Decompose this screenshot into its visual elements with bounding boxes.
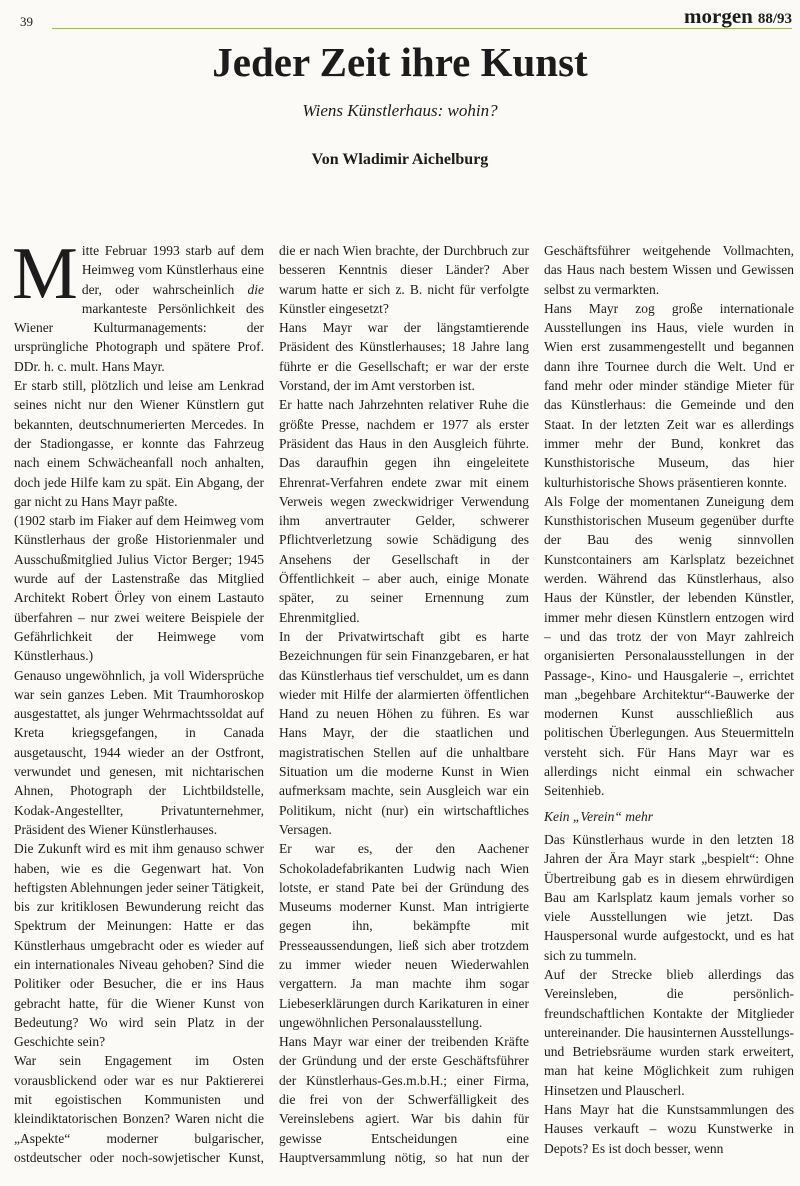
paragraph: Hans Mayr war einer der treibenden Kräfte der Gründung und der erste Geschäftsführer der Künstlerhaus-Ges.m.b.H.; einer Firma, die frei von der Schwerfälligkeit des Vereinslebens agiert. War bis dahin für gewisse Entscheidungen eine Hauptversammlung nötig, so hat nun der Geschäftsführer weitgehende Vollmachten, das Haus nach bestem Wissen und Gewissen selbst zu vermarkten. xyxy=(279,243,794,1165)
paragraph: Hans Mayr zog große internationale Ausstellungen ins Haus, viele wurden in Wien erst zusammengestellt und begannen dann ihre Tournee durch die Welt. Und er fand mehr oder minder ständige Mieter für das Künstlerhaus: die Gemeinde und den Staat. In der letzten Zeit war es allerdings immer mehr der Bund, konkret das Kunsthistorische Museum, das hier kulturhistorische Shows präsentieren konnte. xyxy=(544,300,794,490)
drop-cap: M xyxy=(12,233,78,315)
paragraph: Er hatte nach Jahrzehnten relativer Ruhe die größte Presse, nachdem er 1977 als erster Präsident das Haus in den Ausgleich führte. Das daraufhin gegen ihn eingeleitete Ehrenrat-Verfahren endete zwar mit einem Verweis wegen zweckwidriger Verwendung ihm anvertrauter Gelder, schwerer Pflichtverletzung sowie Schädigung des Ansehens der Gesellschaft in der Öffentlichkeit – aber auch, einige Monate später, zu seiner Ernennung zum Ehrenmitglied. xyxy=(279,397,529,625)
magazine-masthead xyxy=(684,4,792,29)
article-author: Von Wladimir Aichelburg xyxy=(311,151,489,168)
paragraph: Mitte Februar 1993 starb auf dem Heimweg vom Künstlerhaus eine der, oder wahrscheinlich die markanteste Persönlichkeit des Wiener Kulturmanagements: der ursprüngliche Photograph und spätere Prof. DDr. h. c. mult. Hans Mayr. xyxy=(12,233,264,374)
issue-number: 88/93 xyxy=(757,11,792,27)
paragraph: War sein Engagement im Osten vorausblickend oder war es nur Paktiererei mit egoistischen Kommunisten und kleindiktatorischen Bonzen? Waren nicht die „Aspekte“ moderner bulgarischer, ostdeutscher oder noch-sowjetischer Kunst, die er nach Wien brachte, der Durchbruch zur besseren Kenntnis dieser Länder? Aber warum hatte er sich z. B. nicht für verfolgte Künstler eingesetzt? xyxy=(14,243,529,1165)
magazine-name: morgen xyxy=(684,4,753,28)
article-subtitle: Wiens Künstlerhaus: wohin? xyxy=(302,101,498,120)
paragraph: Als Folge der momentanen Zuneigung dem Kunsthistorischen Museum gegenüber durfte der Bau des wenig sinnvollen Kunstcontainers am Karlsplatz bezeichnet werden. Während das Künstlerhaus, also Haus der Künstler, der lebenden Künstler, immer mehr diesen Künstlern entzogen wird – und das trotz der von Mayr zahlreich organisierten Personalausstellungen in der Passage-, Kino- und Hausgalerie –, errichtet man „begehbare Architektur“-Bauwerke der modernen Kunst ausschließlich aus politischen Überlegungen. Aus Steuermitteln versteht sich. Für Hans Mayr war es allerdings nicht einmal ein schwacher Seitenhieb. xyxy=(544,493,794,799)
header-rule xyxy=(52,28,792,29)
section-subhead: Kein „Verein“ mehr xyxy=(544,808,653,824)
paragraph: Hans Mayr hat die Kunstsammlungen des Hauses verkauft – wozu Kunstwerke in Depots? Es ist doch besser, wenn xyxy=(544,1102,794,1156)
article-title: Jeder Zeit ihre Kunst xyxy=(212,39,588,85)
paragraph: Hans Mayr war der längstamtierende Präsident des Künstlerhauses; 18 Jahre lang führte er die Gesellschaft; er war der erste Vorstand, der im Amt verstorben ist. xyxy=(279,320,529,394)
paragraph: Das Künstlerhaus wurde in den letzten 18 Jahren der Ära Mayr stark „bespielt“: Ohne Übertreibung gab es in diesem ehrwürdigen Bau am Karlsplatz kaum jemals vorher so viele Ausstellungen wie jetzt. Das Hauspersonal wurde aufgestockt, und es hat sich zu tummeln. xyxy=(544,831,794,963)
paragraph: Er war es, der den Aachener Schokoladefabrikanten Ludwig nach Wien lotste, er stand Pate bei der Gründung des Museums moderner Kunst. Man intrigierte gegen ihn, bekämpfte mit Presseaussendungen, ließ sich aber trotzdem zu immer wieder neuen Wiederwahlen vergattern. Ja man machte ihm sogar Liebeserklärungen durch Karikaturen in einer ungewöhnlichen Personalausstellung. xyxy=(279,841,529,1030)
paragraph: In der Privatwirtschaft gibt es harte Bezeichnungen für sein Finanzgebaren, er hat das Künstlerhaus tief verschuldet, um es dann wieder mit Hilfe der alarmierten öffentlichen Hand zu neuen Höhen zu führen. Es war Hans Mayr, der die staatlichen und magistratischen Stellen auf die unhaltbare Situation um die moderne Kunst in Wien aufmerksam machte, sein Ausgleich war ein Politikum, nicht (nur) ein wirtschaftliches Versagen. xyxy=(279,628,529,837)
paragraph: Auf der Strecke blieb allerdings das Vereinsleben, die persönlich-freundschaftlichen Kontakte der Mitglieder untereinander. Die hausinternen Ausstellungs- und Betriebsräume wurden stark erweitert, man hat keine Möglichkeit zum ruhigen Hinsetzen und Plauscherl. xyxy=(544,966,794,1098)
paragraph: Die Zukunft wird es mit ihm genauso schwer haben, wie es die Gegenwart hat. Von heftigsten Ablehnungen jeder seiner Tätigkeit, bis zur kritiklosen Bewunderung reicht das Spektrum der Meinungen: Hatte er das Künstlerhaus umgebracht oder es wieder auf ein internationales Niveau gehoben? Sind die Politiker oder Besucher, die er ins Haus gebracht hatte, für die Wiener Kunst von Bedeutung? Wo wird sein Platz in der Geschichte sein? xyxy=(14,841,264,1050)
paragraph: Er starb still, plötzlich und leise am Lenkrad seines nicht nur den Wiener Künstlern gut bekannten, deutschnumerierten Mercedes. In der Stadiongasse, er konnte das Fahrzeug nach einem Schwächeanfall noch anhalten, doch jede Hilfe kam zu spät. Ein Abgang, der gar nicht zu Hans Mayr paßte. xyxy=(14,378,264,509)
paragraph: (1902 starb im Fiaker auf dem Heimweg vom Künstlerhaus der große Historienmaler und Ausschußmitglied Julius Victor Berger; 1945 wurde auf der Lastenstraße das Mitglied Architekt Robert Örley von einem Lastauto überfahren – nur zwei weitere Beispiele der Gefährlichkeit der Heimwege vom Künstlerhaus.) xyxy=(14,513,264,664)
page-number: 39 xyxy=(20,14,33,29)
paragraph: Genauso ungewöhnlich, ja voll Widersprüche war sein ganzes Leben. Mit Traumhoroskop ausgestattet, als junger Wehrmachtssoldat auf Kreta kriegsgefangen, in Canada ausgetauscht, 1944 wieder an der Ostfront, verwundet und genesen, mit nichtarischen Ahnen, Photograph der Lichtbildstelle, Kodak-Angestellter, Privatunternehmer, Präsident des Wiener Künstlerhauses. xyxy=(14,667,264,837)
article-body xyxy=(12,233,794,1179)
page-header xyxy=(0,0,800,34)
